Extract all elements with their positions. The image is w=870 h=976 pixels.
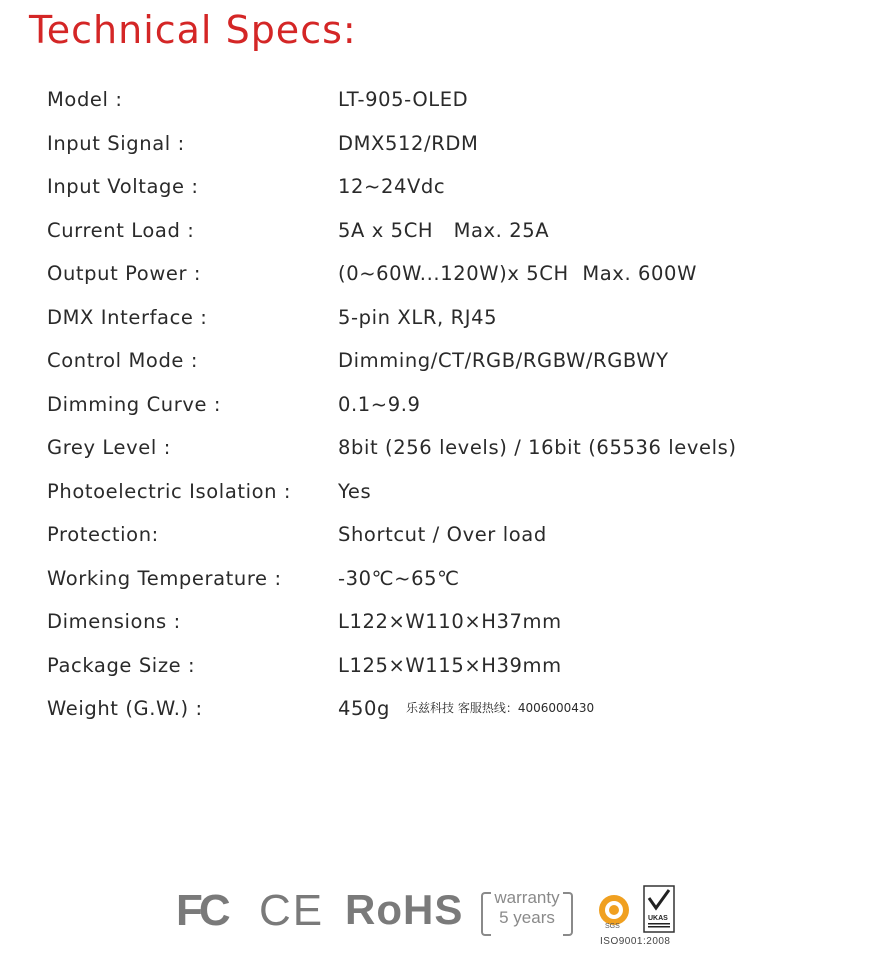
spec-row-output-power — [47, 262, 847, 306]
spec-label: Dimming Curve : — [47, 392, 222, 416]
spec-value: Yes — [338, 479, 372, 503]
spec-row-package-size — [47, 654, 847, 698]
spec-row-input-voltage — [47, 175, 847, 219]
spec-value: L125×W115×H39mm — [338, 653, 562, 677]
spec-label: Model : — [47, 88, 123, 111]
spec-label: Input Signal : — [47, 131, 185, 155]
spec-row-protection — [47, 523, 847, 567]
spec-row-weight — [47, 697, 847, 741]
spec-value: Shortcut / Over load — [338, 523, 547, 546]
spec-value: Dimming/CT/RGB/RGBW/RGBWY — [338, 349, 669, 372]
spec-value: 8bit (256 levels) / 16bit (65536 levels) — [338, 436, 737, 459]
spec-value: 450g — [338, 697, 390, 720]
spec-value: (0~60W...120W)x 5CH Max. 600W — [338, 262, 697, 285]
rohs-logo: RoHS — [345, 886, 464, 933]
fcc-logo: FC — [176, 886, 227, 935]
spec-label: Current Load : — [47, 218, 195, 242]
warranty-bracket-right — [563, 892, 573, 936]
spec-label: Control Mode : — [47, 349, 198, 372]
spec-label: Working Temperature : — [47, 566, 282, 590]
ce-logo: CE — [259, 886, 325, 935]
spec-value-group — [338, 697, 594, 720]
spec-value: 12~24Vdc — [338, 175, 446, 198]
page-title: Technical Specs: — [29, 8, 357, 52]
spec-value: LT-905-OLED — [338, 88, 469, 111]
spec-list — [47, 88, 847, 741]
spec-label: Weight (G.W.) : — [47, 697, 203, 720]
certification-logos — [0, 878, 870, 948]
spec-row-control-mode — [47, 349, 847, 393]
iso-caption: ISO9001:2008 — [600, 936, 671, 947]
spec-row-dimming-curve — [47, 393, 847, 437]
spec-row-dimensions — [47, 610, 847, 654]
sgs-ukas-icon — [596, 884, 682, 936]
spec-value: DMX512/RDM — [338, 131, 479, 155]
spec-row-working-temperature — [47, 567, 847, 611]
spec-label: DMX Interface : — [47, 305, 208, 329]
spec-row-grey-level — [47, 436, 847, 480]
warranty-years: 5 years — [499, 908, 555, 927]
spec-label: Output Power : — [47, 262, 202, 285]
spec-row-model — [47, 88, 847, 132]
spec-row-current-load — [47, 219, 847, 263]
warranty-text: warranty — [494, 888, 560, 907]
spec-value: 5-pin XLR, RJ45 — [338, 305, 498, 329]
hotline-note: 乐兹科技 客服热线：4006000430 — [406, 701, 595, 715]
warranty-badge — [481, 888, 573, 934]
spec-label: Photoelectric Isolation : — [47, 479, 292, 503]
spec-value: 0.1~9.9 — [338, 392, 421, 416]
spec-row-dmx-interface — [47, 306, 847, 350]
warranty-bracket-left — [481, 892, 491, 936]
spec-value: L122×W110×H37mm — [338, 610, 562, 633]
ukas-text: UKAS — [648, 915, 668, 922]
spec-value: 5A x 5CH Max. 25A — [338, 218, 550, 242]
spec-label: Protection: — [47, 523, 159, 546]
spec-label: Package Size : — [47, 653, 196, 677]
spec-label: Dimensions : — [47, 610, 181, 633]
spec-value: -30℃~65℃ — [338, 566, 460, 590]
sgs-text: SGS — [605, 923, 620, 930]
spec-row-input-signal — [47, 132, 847, 176]
iso-certification-logo — [596, 884, 682, 948]
spec-label: Input Voltage : — [47, 175, 199, 198]
spec-label: Grey Level : — [47, 436, 171, 459]
spec-row-photoelectric-isolation — [47, 480, 847, 524]
